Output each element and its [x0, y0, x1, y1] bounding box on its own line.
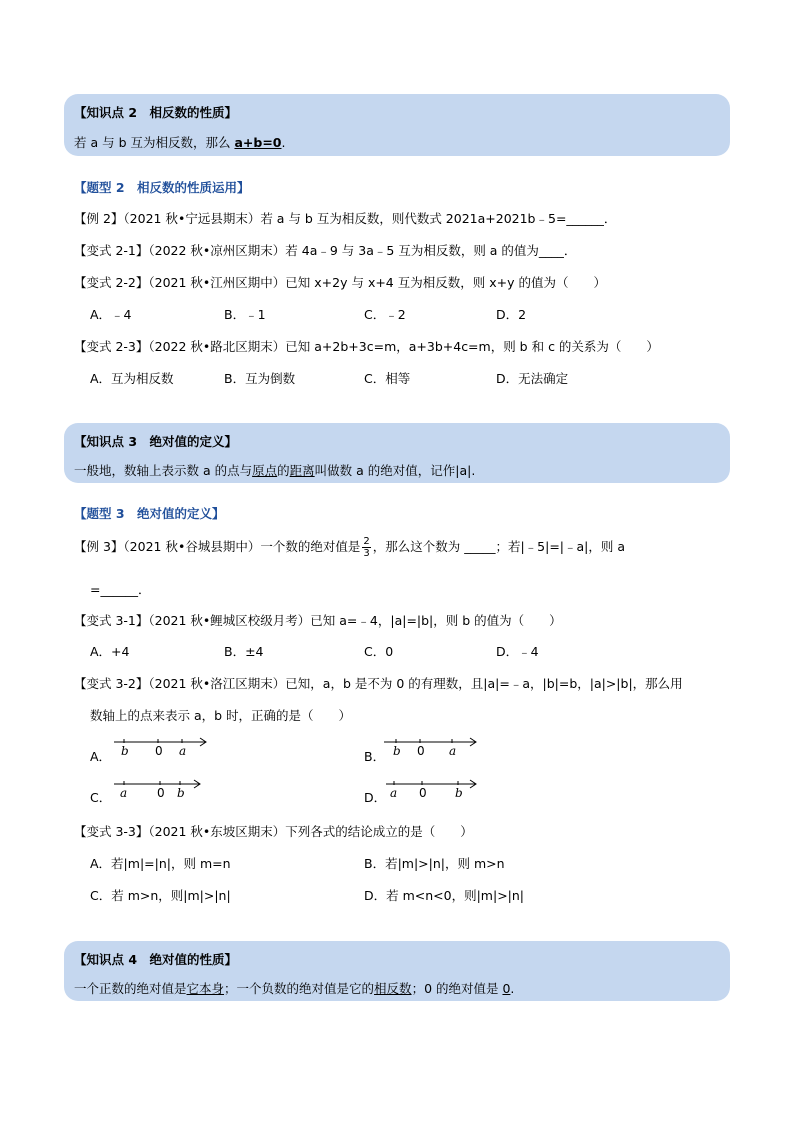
variant-3-1: 【变式 3-1】（2021 秋•鲤城区校级月考）已知 a=﹣4，|a|=|b|，则 b 的值为（ ）	[74, 613, 562, 628]
knowledge-title: 【知识点 2 相反数的性质】	[74, 105, 238, 120]
fraction: $\frac{2}{3}$	[363, 536, 370, 559]
option-d: D．若 m<n<0，则|m|>|n|	[364, 888, 525, 903]
option-a: A．若|m|=|n|，则 m=n	[90, 856, 231, 871]
knowledge-box-3	[64, 423, 730, 483]
variant-2-3: 【变式 2-3】（2022 秋•路北区期末）已知 a+2b+3c=m，a+3b+4c=m，则 b 和 c 的关系为（ ）	[74, 339, 659, 354]
option-c: C．相等	[364, 371, 411, 386]
tick-label: a	[120, 786, 128, 800]
option-a: A．﹣4	[90, 307, 132, 322]
option-b: B．﹣1	[224, 307, 266, 322]
section-heading: 【题型 2 相反数的性质运用】	[74, 180, 250, 195]
option-d: D．无法确定	[496, 371, 569, 386]
number-line-d	[384, 777, 484, 801]
number-line-a	[112, 735, 212, 759]
option-a: A．	[90, 749, 112, 764]
variant-3-2: 【变式 3-2】（2021 秋•洛江区期末）已知，a，b 是不为 0 的有理数，且|a|=﹣a，|b|=b，|a|>|b|，那么用	[74, 676, 683, 691]
option-d: D．	[364, 790, 387, 805]
option-b: B．±4	[224, 644, 264, 659]
option-d: D．2	[496, 307, 527, 322]
tick-label: a	[449, 744, 457, 758]
variant-3-3: 【变式 3-3】（2021 秋•东坡区期末）下列各式的结论成立的是（ ）	[74, 824, 473, 839]
number-line-c	[112, 777, 212, 801]
knowledge-box-4	[64, 941, 730, 1001]
option-c: C．	[90, 790, 112, 805]
tick-label: b	[393, 744, 401, 758]
example-3-line-2: =______．	[90, 582, 151, 597]
option-a: A．互为相反数	[90, 371, 174, 386]
knowledge-title: 【知识点 4 绝对值的性质】	[74, 952, 238, 967]
tick-label: 0	[419, 786, 427, 800]
example-3: 【例 3】（2021 秋•谷城县期中）一个数的绝对值是 $\frac{2}{3}$ ，那么这个数为 _____；若|﹣5|=|﹣a|，则 a	[74, 536, 626, 559]
knowledge-title: 【知识点 3 绝对值的定义】	[74, 434, 238, 449]
tick-label: a	[179, 744, 187, 758]
tick-label: 0	[157, 786, 165, 800]
tick-label: b	[177, 786, 185, 800]
variant-2-2: 【变式 2-2】（2021 秋•江州区期中）已知 x+2y 与 x+4 互为相反数，则 x+y 的值为（ ）	[74, 275, 606, 290]
knowledge-body: 一般地，数轴上表示数 a 的点与原点的距离叫做数 a 的绝对值，记作|a|.	[74, 463, 476, 478]
tick-label: a	[390, 786, 398, 800]
tick-label: 0	[417, 744, 425, 758]
tick-label: b	[121, 744, 129, 758]
option-b: B．	[364, 749, 386, 764]
section-heading: 【题型 3 绝对值的定义】	[74, 506, 225, 521]
tick-label: b	[455, 786, 463, 800]
tick-label: 0	[155, 744, 163, 758]
option-c: C．若 m>n，则|m|>|n|	[90, 888, 231, 903]
variant-2-1: 【变式 2-1】（2022 秋•凉州区期末）若 4a﹣9 与 3a﹣5 互为相反数，则 a 的值为____．	[74, 243, 577, 258]
knowledge-box-2	[64, 94, 730, 156]
number-line-b	[382, 735, 482, 759]
option-a: A．+4	[90, 644, 130, 659]
variant-3-2-line-2: 数轴上的点来表示 a，b 时，正确的是（ ）	[90, 708, 352, 723]
option-b: B．若|m|>|n|，则 m>n	[364, 856, 505, 871]
option-b: B．互为倒数	[224, 371, 296, 386]
option-d: D．﹣4	[496, 644, 539, 659]
option-c: C．﹣2	[364, 307, 406, 322]
example-2: 【例 2】（2021 秋•宁远县期末）若 a 与 b 互为相反数，则代数式 2021a+2021b﹣5=______．	[74, 211, 617, 226]
knowledge-body: 一个正数的绝对值是它本身；一个负数的绝对值是它的相反数；0 的绝对值是 0.	[74, 981, 515, 996]
option-c: C．0	[364, 644, 394, 659]
knowledge-body: 若 a 与 b 互为相反数，那么 a+b=0.	[74, 135, 286, 150]
